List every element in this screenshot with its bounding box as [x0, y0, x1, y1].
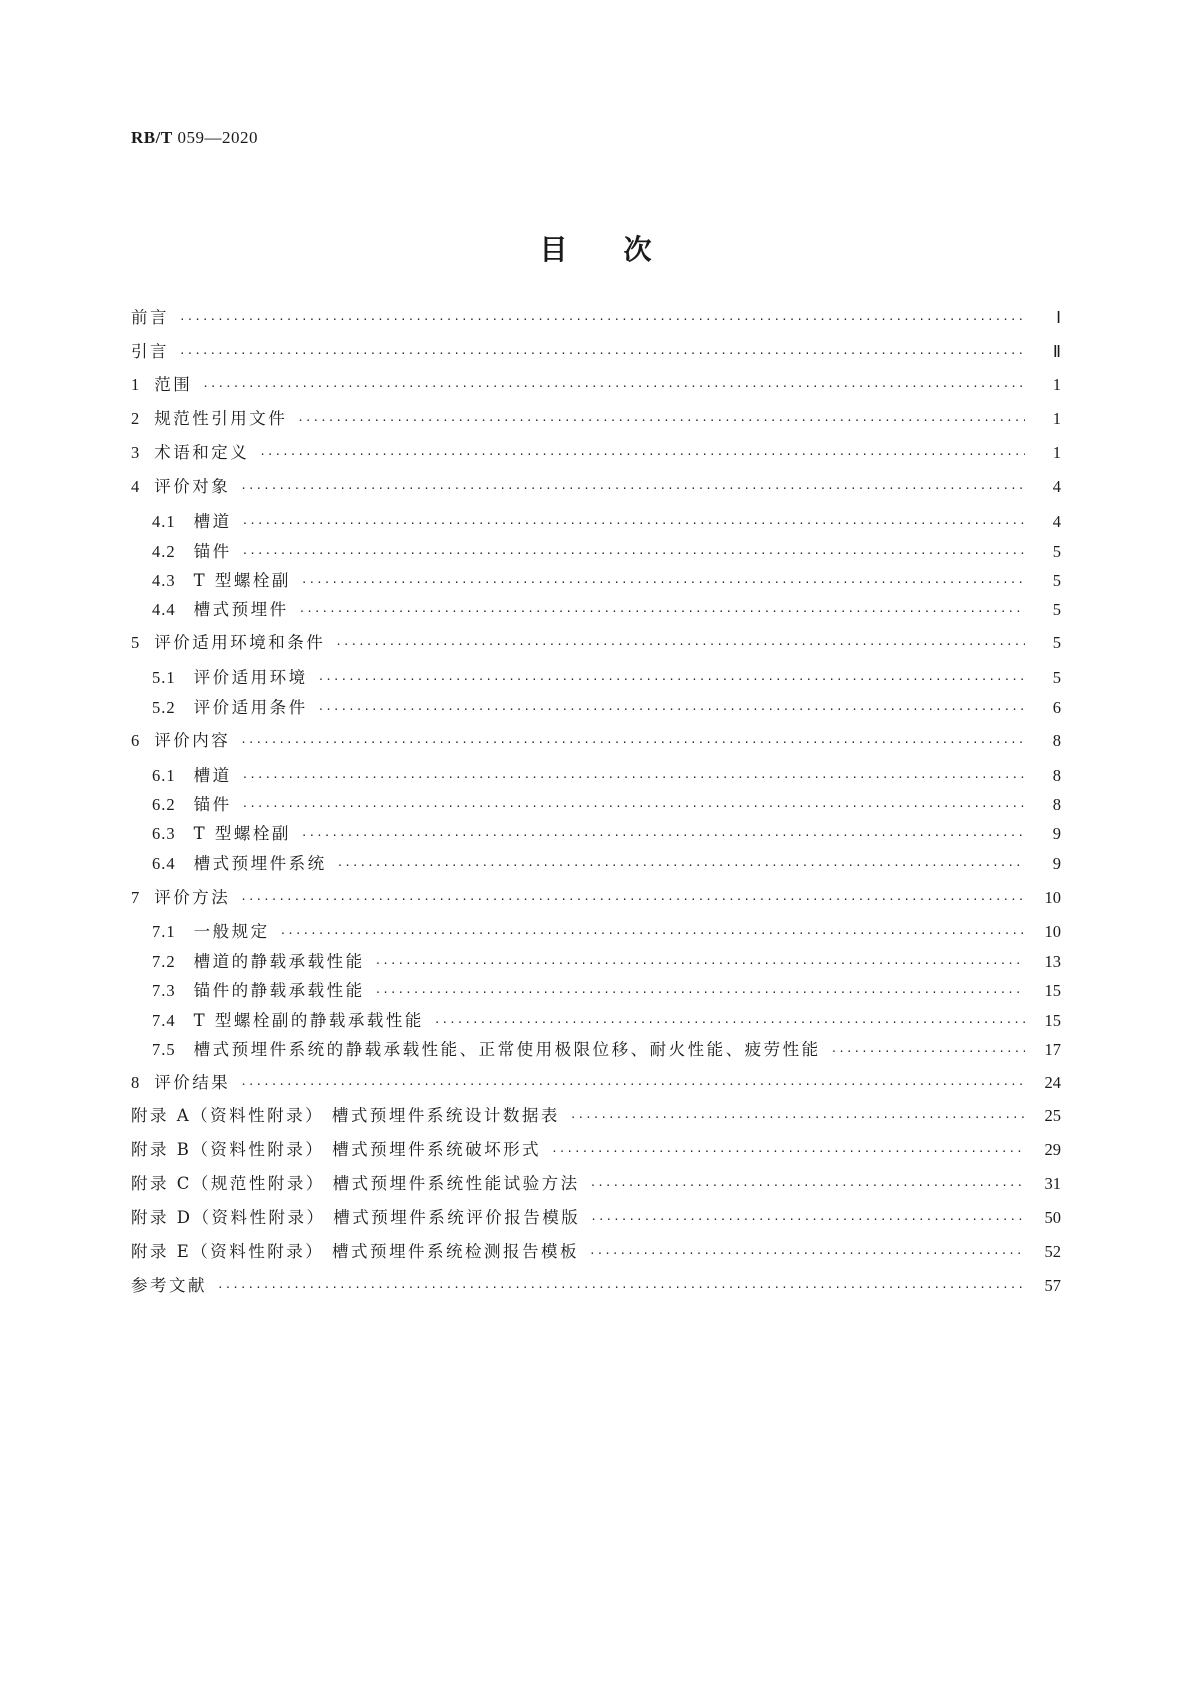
- toc-entry-page: 8: [1052, 795, 1061, 814]
- toc-leader-dots: [240, 731, 1025, 755]
- toc-entry-title: 评价适用环境: [193, 668, 308, 687]
- toc-entry-number: 4.3: [152, 571, 176, 590]
- toc-entry[interactable]: [131, 793, 1061, 817]
- toc-entry-number: 4.4: [152, 600, 176, 619]
- toc-leader-dots: [217, 1276, 1025, 1300]
- toc-entry[interactable]: [131, 729, 1061, 753]
- toc-entry-page: 13: [1044, 952, 1061, 971]
- toc-leader-dots: [240, 477, 1025, 501]
- toc-entry-title: 术语和定义: [154, 443, 250, 462]
- toc-entry[interactable]: [131, 631, 1061, 655]
- toc-leader-dots: [318, 668, 1025, 692]
- toc-entry-page: 29: [1044, 1140, 1061, 1159]
- toc-entry[interactable]: [131, 540, 1061, 564]
- toc-entry-title: T 型螺栓副的静载承载性能: [193, 1011, 424, 1030]
- toc-entry-title: 评价适用环境和条件: [154, 633, 326, 652]
- page-title: 目次: [539, 233, 708, 266]
- toc-entry-number: 7.5: [152, 1040, 176, 1059]
- toc-entry[interactable]: [131, 1206, 1061, 1230]
- toc-entry-number: 6.2: [152, 795, 176, 814]
- toc-entry-page: 57: [1044, 1276, 1061, 1295]
- toc-entry-title: 附录 C（规范性附录） 槽式预埋件系统性能试验方法: [131, 1174, 580, 1193]
- toc-entry-page: Ⅱ: [1052, 342, 1061, 361]
- toc-leader-dots: [434, 1011, 1025, 1035]
- toc-entry-page: 10: [1044, 922, 1061, 941]
- toc-entry-page: 1: [1052, 409, 1061, 428]
- toc-entry-title: 附录 B（资料性附录） 槽式预埋件系统破坏形式: [131, 1140, 542, 1159]
- toc-entry-page: 5: [1052, 633, 1061, 652]
- toc-entry-title: 参考文献: [131, 1276, 207, 1295]
- document-code-prefix: RB/T: [131, 128, 173, 147]
- toc-entry-number: 1: [131, 375, 141, 394]
- toc-entry-page: 15: [1044, 1011, 1061, 1030]
- toc-entry-number: 2: [131, 409, 141, 428]
- toc-entry-page: 50: [1044, 1208, 1061, 1227]
- toc-entry[interactable]: [131, 1240, 1061, 1264]
- toc-entry-page: 24: [1044, 1073, 1061, 1092]
- toc-entry-page: 4: [1052, 477, 1061, 496]
- toc-entry-title: 评价对象: [154, 477, 231, 496]
- toc-leader-dots: [179, 308, 1025, 332]
- toc-entry-title: 评价内容: [154, 731, 231, 750]
- toc-entry[interactable]: [131, 1172, 1061, 1196]
- toc-entry[interactable]: [131, 950, 1061, 974]
- toc-leader-dots: [242, 512, 1025, 536]
- toc-entry[interactable]: [131, 441, 1061, 465]
- document-code: [131, 128, 258, 148]
- toc-entry[interactable]: [131, 340, 1061, 364]
- toc-leader-dots: [318, 698, 1025, 722]
- toc-entry-page: 31: [1044, 1174, 1061, 1193]
- toc-entry-title: 槽道: [193, 512, 232, 531]
- toc-entry-title: T 型螺栓副: [193, 571, 291, 590]
- toc-entry-title: 评价方法: [154, 888, 231, 907]
- toc-entry[interactable]: [131, 373, 1061, 397]
- toc-entry-page: 5: [1052, 542, 1061, 561]
- toc-leader-dots: [240, 888, 1025, 912]
- toc-entry-number: 5.1: [152, 668, 176, 687]
- toc-leader-dots: [335, 633, 1025, 657]
- toc-entry-page: 1: [1052, 375, 1061, 394]
- toc-entry[interactable]: [131, 1009, 1061, 1033]
- toc-leader-dots: [242, 795, 1025, 819]
- toc-entry-number: 7.4: [152, 1011, 176, 1030]
- toc-entry[interactable]: [131, 475, 1061, 499]
- toc-entry[interactable]: [131, 1138, 1061, 1162]
- toc-entry-page: 9: [1052, 854, 1061, 873]
- toc-entry-title: 槽道: [193, 766, 232, 785]
- toc-entry-title: 前言: [131, 308, 169, 327]
- toc-leader-dots: [375, 952, 1025, 976]
- toc-entry-number: 4.1: [152, 512, 176, 531]
- toc-leader-dots: [259, 443, 1025, 467]
- toc-entry[interactable]: [131, 696, 1061, 720]
- toc-entry-number: 5.2: [152, 698, 176, 717]
- toc-entry[interactable]: [131, 886, 1061, 910]
- toc-entry-title: 规范性引用文件: [154, 409, 288, 428]
- toc-entry-title: 槽式预埋件系统的静载承载性能、正常使用极限位移、耐火性能、疲劳性能: [193, 1040, 821, 1059]
- toc-leader-dots: [301, 824, 1025, 848]
- toc-entry-page: 6: [1052, 698, 1061, 717]
- toc-entry[interactable]: [131, 979, 1061, 1003]
- toc-entry-number: 4.2: [152, 542, 176, 561]
- toc-entry[interactable]: [131, 822, 1061, 846]
- toc-entry-title: 锚件的静载承载性能: [193, 981, 365, 1000]
- toc-entry-title: 附录 E（资料性附录） 槽式预埋件系统检测报告模板: [131, 1242, 580, 1261]
- toc-entry-number: 7.1: [152, 922, 176, 941]
- toc-entry-title: T 型螺栓副: [193, 824, 291, 843]
- toc-leader-dots: [590, 1208, 1025, 1232]
- toc-entry[interactable]: [131, 569, 1061, 593]
- toc-entry-page: 8: [1052, 731, 1061, 750]
- toc-leader-dots: [301, 571, 1025, 595]
- toc-entry-title: 一般规定: [193, 922, 270, 941]
- toc-entry-title: 评价适用条件: [193, 698, 308, 717]
- toc-entry-title: 评价结果: [154, 1073, 231, 1092]
- toc-entry[interactable]: [131, 852, 1061, 876]
- toc-leader-dots: [337, 854, 1025, 878]
- document-code-number: 059—2020: [177, 128, 258, 147]
- toc-entry[interactable]: [131, 920, 1061, 944]
- toc-entry-page: 17: [1044, 1040, 1061, 1059]
- toc-leader-dots: [590, 1174, 1025, 1198]
- toc-leader-dots: [242, 542, 1025, 566]
- toc-entry[interactable]: [131, 1071, 1061, 1095]
- toc-leader-dots: [179, 342, 1025, 366]
- toc-leader-dots: [570, 1106, 1025, 1130]
- toc-entry[interactable]: [131, 407, 1061, 431]
- toc-entry-number: 6.4: [152, 854, 176, 873]
- toc-leader-dots: [297, 409, 1025, 433]
- toc-leader-dots: [831, 1040, 1025, 1064]
- toc-entry-number: 6.1: [152, 766, 176, 785]
- toc-entry-title: 槽式预埋件系统: [193, 854, 327, 873]
- toc-entry-title: 槽道的静载承载性能: [193, 952, 365, 971]
- toc-leader-dots: [280, 922, 1025, 946]
- toc-entry-number: 5: [131, 633, 141, 652]
- toc-entry-number: 6: [131, 731, 141, 750]
- toc-entry[interactable]: [131, 666, 1061, 690]
- toc-entry-page: 10: [1044, 888, 1061, 907]
- toc-entry-number: 8: [131, 1073, 141, 1092]
- toc-entry-page: 4: [1052, 512, 1061, 531]
- toc-entry-page: 25: [1044, 1106, 1061, 1125]
- toc-entry[interactable]: [131, 764, 1061, 788]
- toc-leader-dots: [202, 375, 1025, 399]
- toc-entry[interactable]: [131, 598, 1061, 622]
- toc-entry-page: 5: [1052, 571, 1061, 590]
- toc-entry-title: 附录 A（资料性附录） 槽式预埋件系统设计数据表: [131, 1106, 560, 1125]
- toc-entry-page: 8: [1052, 766, 1061, 785]
- toc-entry-number: 4: [131, 477, 141, 496]
- toc-entry-title: 附录 D（资料性附录） 槽式预埋件系统评价报告模版: [131, 1208, 581, 1227]
- toc-entry-title: 锚件: [193, 795, 232, 814]
- toc-leader-dots: [375, 981, 1025, 1005]
- toc-entry-page: 5: [1052, 668, 1061, 687]
- toc-entry-page: 9: [1052, 824, 1061, 843]
- toc-entry-number: 7: [131, 888, 141, 907]
- toc-entry-number: 3: [131, 443, 141, 462]
- toc-entry[interactable]: [131, 1274, 1061, 1298]
- toc-entry-page: Ⅰ: [1056, 308, 1061, 327]
- toc-entry-page: 52: [1044, 1242, 1061, 1261]
- toc-entry[interactable]: [131, 306, 1061, 330]
- toc-entry[interactable]: [131, 1104, 1061, 1128]
- toc-leader-dots: [299, 600, 1025, 624]
- toc-entry-title: 锚件: [193, 542, 232, 561]
- toc-leader-dots: [242, 766, 1025, 790]
- toc-entry-title: 引言: [131, 342, 169, 361]
- toc-entry-title: 范围: [154, 375, 193, 394]
- toc-entry[interactable]: [131, 510, 1061, 534]
- toc-entry-title: 槽式预埋件: [193, 600, 289, 619]
- toc-entry-number: 7.3: [152, 981, 176, 1000]
- toc-entry-page: 5: [1052, 600, 1061, 619]
- toc-entry-number: 7.2: [152, 952, 176, 971]
- toc-entry[interactable]: [131, 1038, 1061, 1062]
- toc-leader-dots: [589, 1242, 1025, 1266]
- toc-leader-dots: [240, 1073, 1025, 1097]
- toc-entry-page: 15: [1044, 981, 1061, 1000]
- toc-entry-page: 1: [1052, 443, 1061, 462]
- toc-entry-number: 6.3: [152, 824, 176, 843]
- toc-leader-dots: [551, 1140, 1025, 1164]
